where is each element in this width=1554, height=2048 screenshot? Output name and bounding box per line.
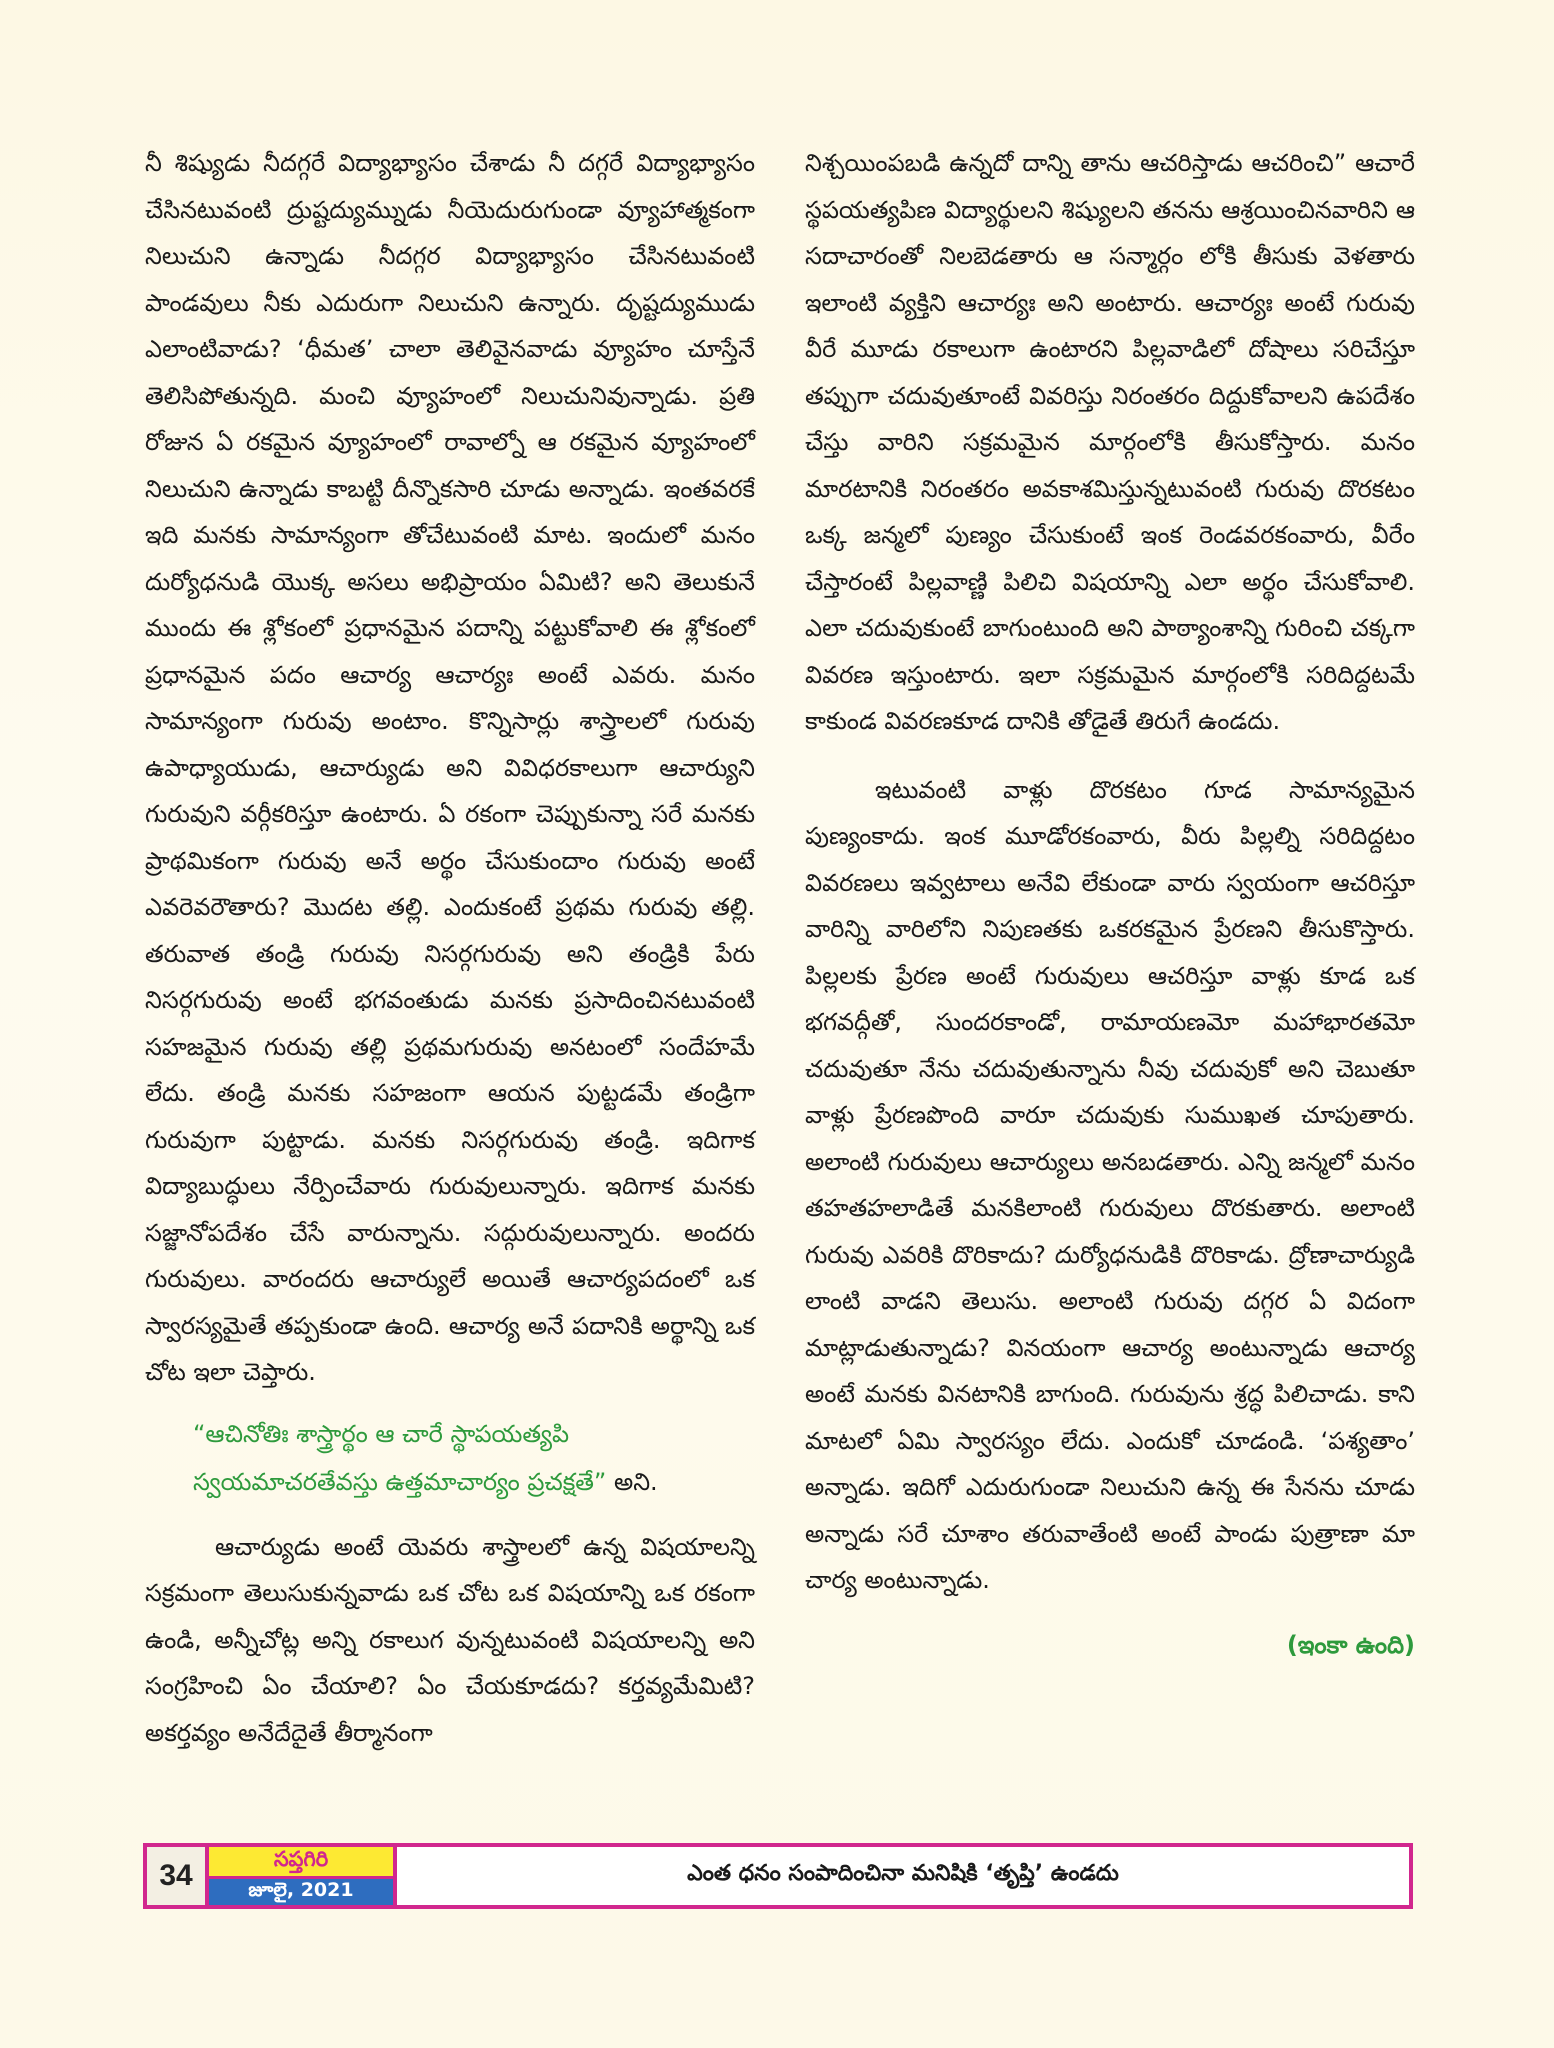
page-footer [143,1843,1413,1909]
verse-line-2: స్వయమాచరతేవస్తు ఉత్తమాచార్యం ప్రచక్షతే” [193,1467,607,1496]
verse-line-1: “ఆచినోతిః శాస్త్రార్థం ఆ చారే స్థాపయత్యపి [193,1419,570,1448]
issue-date: జూలై, 2021 [209,1879,393,1905]
page-number: 34 [147,1847,209,1905]
right-paragraph-1: నిశ్చయింపబడి ఉన్నదో దాన్ని తాను ఆచరిస్తాడు ఆచరించి” ఆచారే స్థపయత్యపిణ విద్యార్థులని శిష్యులని తనను ఆశ్రయించినవారిని ఆ సదాచారంతో నిలబెడతారు ఆ సన్మార్గం లోకి తీసుకు వెళతారు ఇలాంటి వ్యక్తిని ఆచార్యః అని అంటారు. ఆచార్యః అంటే గురువు వీరే మూడు రకాలుగా ఉంటారని పిల్లవాడిలో దోషాలు సరిచేస్తూ తప్పుగా చదువుతూంటే వివరిస్తు నిరంతరం దిద్దుకోవాలని ఉపదేశం చేస్తు వారిని సక్రమమైన మార్గంలోకి తీసుకోస్తారు. మనం మారటానికి నిరంతరం అవకాశమిస్తున్నటువంటి గురువు దొరకటం ఒక్క జన్మలో పుణ్యం చేసుకుంటే ఇంక రెండవరకంవారు, వీరేం చేస్తారంటే పిల్లవాణ్ణి పిలిచి విషయాన్ని ఎలా అర్థం చేసుకోవాలి. ఎలా చదువుకుంటే బాగుంటుంది అని పాఠ్యాంశాన్ని గురించి చక్కగా వివరణ ఇస్తుంటారు. ఇలా సక్రమమైన మార్గంలోకి సరిదిద్దటమే కాకుండ వివరణకూడ దానికి తోడైతే తిరుగే ఉండదు. [805,149,1415,735]
verse-tail: అని. [606,1467,658,1496]
right-paragraph-2: ఇటువంటి వాళ్లు దొరకటం గూడ సామాన్యమైన పుణ్యంకాదు. ఇంక మూడోరకంవారు, వీరు పిల్లల్ని సరిదిద్దటం వివరణలు ఇవ్వటాలు అనేవి లేకుండా వారు స్వయంగా ఆచరిస్తూ వారిన్ని వారిలోని నిపుణతకు ఒకరకమైన ప్రేరణని తీసుకొస్తారు. పిల్లలకు ప్రేరణ అంటే గురువులు ఆచరిస్తూ వాళ్లు కూడ ఒక భగవద్గీతో, సుందరకాండో, రామాయణమో మహాభారతమో చదువుతూ నేను చదువుతున్నాను నీవు చదువుకో అని చెబుతూ వాళ్లు ప్రేరణపొంది వారూ చదువుకు సుముఖత చూపుతారు. అలాంటి గురువులు ఆచార్యులు అనబడతారు. ఎన్ని జన్మలో మనం తహతహలాడితే మనకిలాంటి గురువులు దొరకుతారు. అలాంటి గురువు ఎవరికి దొరికాదు? దుర్యోధనుడికి దొరికాడు. ద్రోణాచార్యుడి లాంటి వాడని తెలుసు. అలాంటి గురువు దగ్గర ఏ విదంగా మాట్లాడుతున్నాడు? వినయంగా ఆచార్య అంటున్నాడు ఆచార్య అంటే మనకు వినటానికి బాగుంది. గురువును శ్రద్ధ పిలిచాడు. కాని మాటలో ఏమి స్వారస్యం లేదు. ఎందుకో చూడండి. ‘పశ్యతాం’ అన్నాడు. ఇదిగో ఎదురుగుండా నిలుచుని ఉన్న ఈ సేనను చూడు అన్నాడు సరే చూశాం తరువాతేంటి అంటే పాండు పుత్రాణా మా చార్య అంటున్నాడు. [805,775,1415,1594]
magazine-name: సప్తగిరి [209,1847,393,1879]
left-paragraph-1: నీ శిష్యుడు నీదగ్గరే విద్యాభ్యాసం చేశాడు నీ దగ్గరే విద్యాభ్యాసం చేసినటువంటి ద్రుష్టద్యుమ్నుడు నీయెదురుగుండా వ్యూహాత్మకంగా నిలుచుని ఉన్నాడు నీదగ్గర విద్యాభ్యాసం చేసినటువంటి పాండవులు నీకు ఎదురుగా నిలుచుని ఉన్నారు. దృష్టద్యుముడు ఎలాంటివాడు? ‘ధీమత’ చాలా తెలివైనవాడు వ్యూహం చూస్తేనే తెలిసిపోతున్నది. మంచి వ్యూహంలో నిలుచునివున్నాడు. ప్రతి రోజున ఏ రకమైన వ్యూహంలో రావాల్నో ఆ రకమైన వ్యూహంలో నిలుచుని ఉన్నాడు కాబట్టి దీన్నొకసారి చూడు అన్నాడు. ఇంతవరకే ఇది మనకు సామాన్యంగా తోచేటువంటి మాట. ఇందులో మనం దుర్యోధనుడి యొక్క అసలు అభిప్రాయం ఏమిటి? అని తెలుకునే ముందు ఈ శ్లోకంలో ప్రధానమైన పదాన్ని పట్టుకోవాలి ఈ శ్లోకంలో ప్రధానమైన పదం ఆచార్య ఆచార్యః అంటే ఎవరు. మనం సామాన్యంగా గురువు అంటాం. కొన్నిసార్లు శాస్త్రాలలో గురువు ఉపాధ్యాయుడు, ఆచార్యుడు అని వివిధరకాలుగా ఆచార్యుని గురువుని వర్గీకరిస్తూ ఉంటారు. ఏ రకంగా చెప్పుకున్నా సరే మనకు ప్రాథమికంగా గురువు అనే అర్థం చేసుకుందాం గురువు అంటే ఎవరెవరౌతారు? మొదట తల్లి. ఎందుకంటే ప్రథమ గురువు తల్లి. తరువాత తండ్రి గురువు నిసర్గగురువు అని తండ్రికి పేరు నిసర్గగురువు అంటే భగవంతుడు మనకు ప్రసాదించినటువంటి సహజమైన గురువు తల్లి ప్రథమగురువు అనటంలో సందేహమే లేదు. తండ్రి మనకు సహజంగా ఆయన పుట్టడమే తండ్రిగా గురువుగా పుట్టాడు. మనకు నిసర్గగురువు తండ్రి. ఇదిగాక విద్యాబుద్ధులు నేర్పించేవారు గురువులున్నారు. ఇదిగాక మనకు సజ్జానోపదేశం చేసే వారున్నాను. సద్గురువులున్నారు. అందరు గురువులు. వారందరు ఆచార్యులే అయితే ఆచార్యపదంలో ఒక స్వారస్యమైతే తప్పకుండా ఉంది. ఆచార్య అనే పదానికి అర్థాన్ని ఒక చోట ఇలా చెప్తారు. [145,149,755,1386]
right-column [805,140,1415,1668]
footer-motto: ఎంత ధనం సంపాదించినా మనిషికి ‘తృప్తి’ ఉండదు [687,1861,1119,1886]
left-column [145,140,755,1756]
left-paragraph-2: ఆచార్యుడు అంటే యెవరు శాస్త్రాలలో ఉన్న విషయాలన్ని సక్రమంగా తెలుసుకున్నవాడు ఒక చోట ఒక విషయాన్ని ఒక రకంగా ఉండి, అన్నీచోట్ల అన్ని రకాలుగ వున్నటువంటి విషయాలన్ని అని సంగ్రహించి ఏం చేయాలి? ఏం చేయకూడదు? కర్తవ్యమేమిటి? అకర్తవ్యం అనేదేదైతే తీర్మానంగా [145,1532,755,1747]
to-be-continued-label: (ఇంకా ఉంది) [1286,1630,1415,1659]
sanskrit-verse [193,1410,755,1506]
